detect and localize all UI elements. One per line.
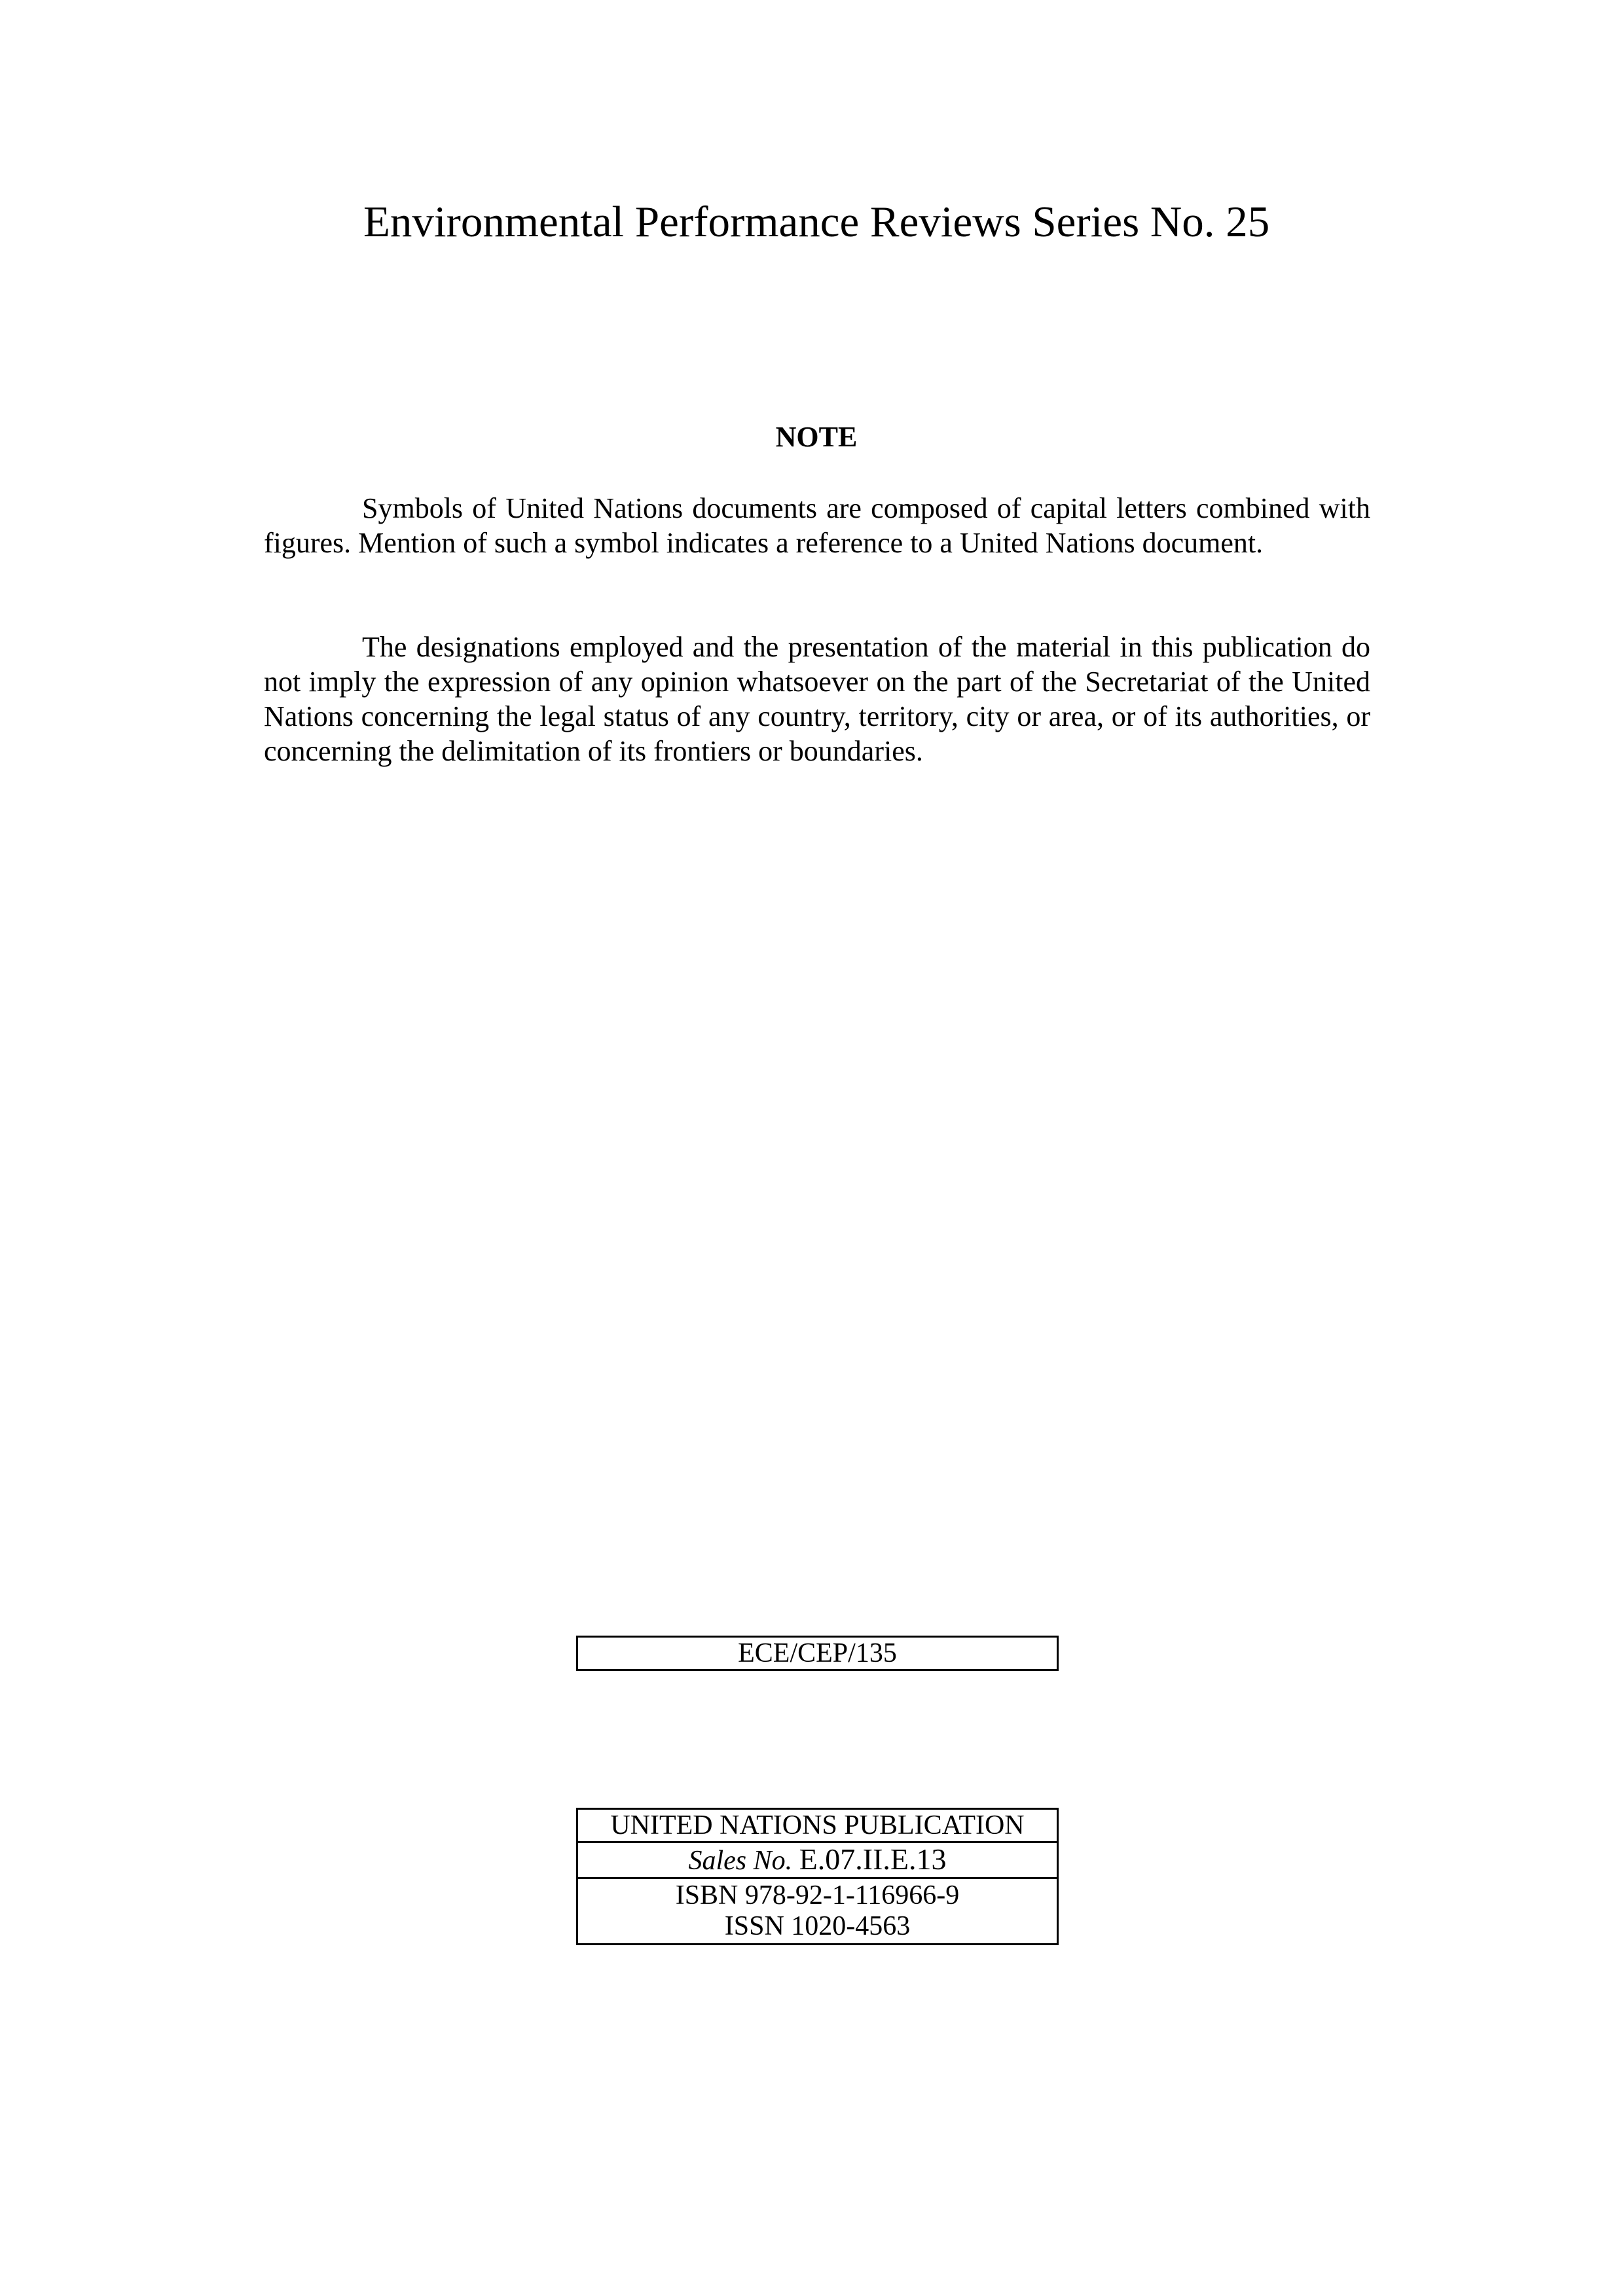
identifiers-row bbox=[578, 1879, 1057, 1943]
document-symbol-box bbox=[576, 1636, 1059, 1671]
sales-number-row bbox=[578, 1843, 1057, 1879]
isbn: ISBN 978-92-1-116966-9 bbox=[675, 1880, 960, 1910]
publication-label: UNITED NATIONS PUBLICATION bbox=[578, 1810, 1057, 1843]
note-paragraph-1: Symbols of United Nations documents are composed of capital letters combined with figures. Mention of such a symbol indicates a reference to a United Nations document. bbox=[264, 492, 1370, 559]
series-title: Environmental Performance Reviews Series No. 25 bbox=[363, 198, 1270, 246]
document-symbol: ECE/CEP/135 bbox=[738, 1638, 897, 1668]
note-heading: NOTE bbox=[775, 421, 858, 453]
sales-number: E.07.II.E.13 bbox=[799, 1842, 947, 1876]
issn: ISSN 1020-4563 bbox=[724, 1911, 911, 1941]
sales-label: Sales No. bbox=[688, 1846, 793, 1876]
publication-info-box bbox=[576, 1808, 1059, 1945]
note-paragraph-2: The designations employed and the presentation of the material in this publication do not imply the expression of any opinion whatsoever on the part of the Secretariat of the United Nations concerning the legal status of any country, territory, city or area, or of its authorities, or concerning the delimitation of its frontiers or boundaries. bbox=[264, 631, 1370, 767]
